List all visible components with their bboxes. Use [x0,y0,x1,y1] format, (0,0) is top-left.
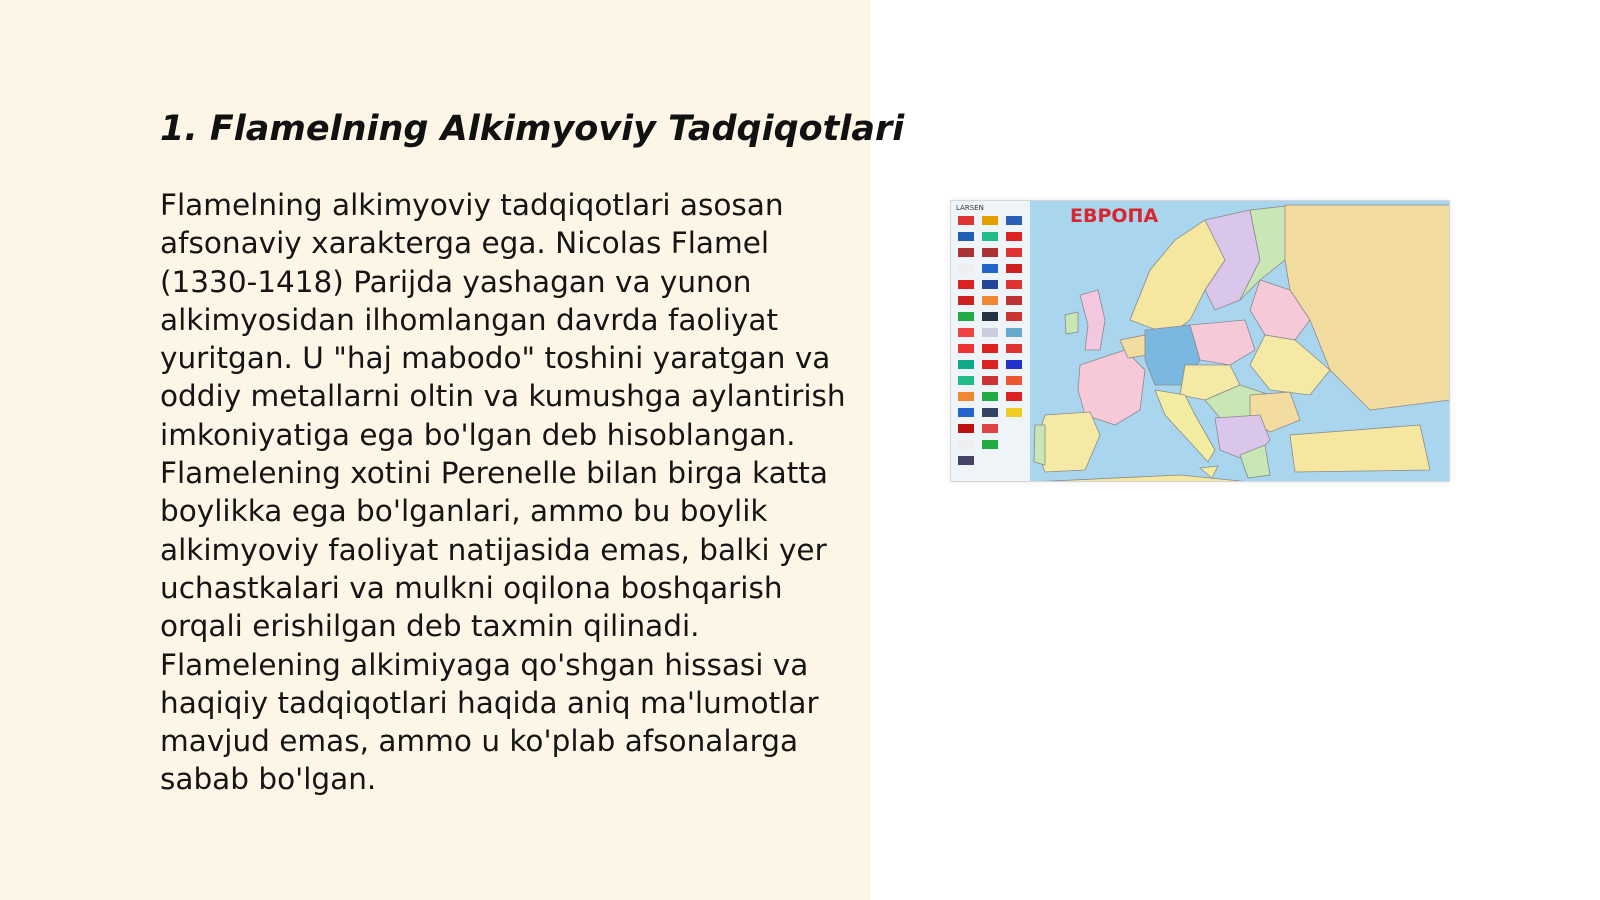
europe-map-image [950,200,1450,482]
map-publisher: LARSEN [956,204,984,212]
map-flag-panel [950,200,1030,482]
body-paragraph: Flamelning alkimyoviy tadqiqotlari asosan afsonaviy xarakterga ega. Nicolas Flamel (1330-1418) Parijda yashagan va yunon alkimyosidan ilhomlangan davrda faoliyat yuritgan. U "haj mabodo" toshini yaratgan va oddiy metallarni oltin va kumushga aylantirish imkoniyatiga ega bo'lgan deb hisoblangan. Flamelening xotini Perenelle bilan birga katta boylikka ega bo'lganlari, ammo bu boylik alkimyoviy faoliyat natijasida emas, balki yer uchastkalari va mulkni oqilona boshqarish orqali erishilgan deb taxmin qilinadi. Flamelening alkimiyaga qo'shgan hissasi va haqiqiy tadqiqotlari haqida aniq ma'lumotlar mavjud emas, ammo u ko'plab afsonalarga sabab bo'lgan. [160,188,846,797]
slide-title: 1. Flamelning Alkimyoviy Tadqiqotlari [160,109,905,149]
map-title: ЕВРОПА [1070,205,1159,227]
